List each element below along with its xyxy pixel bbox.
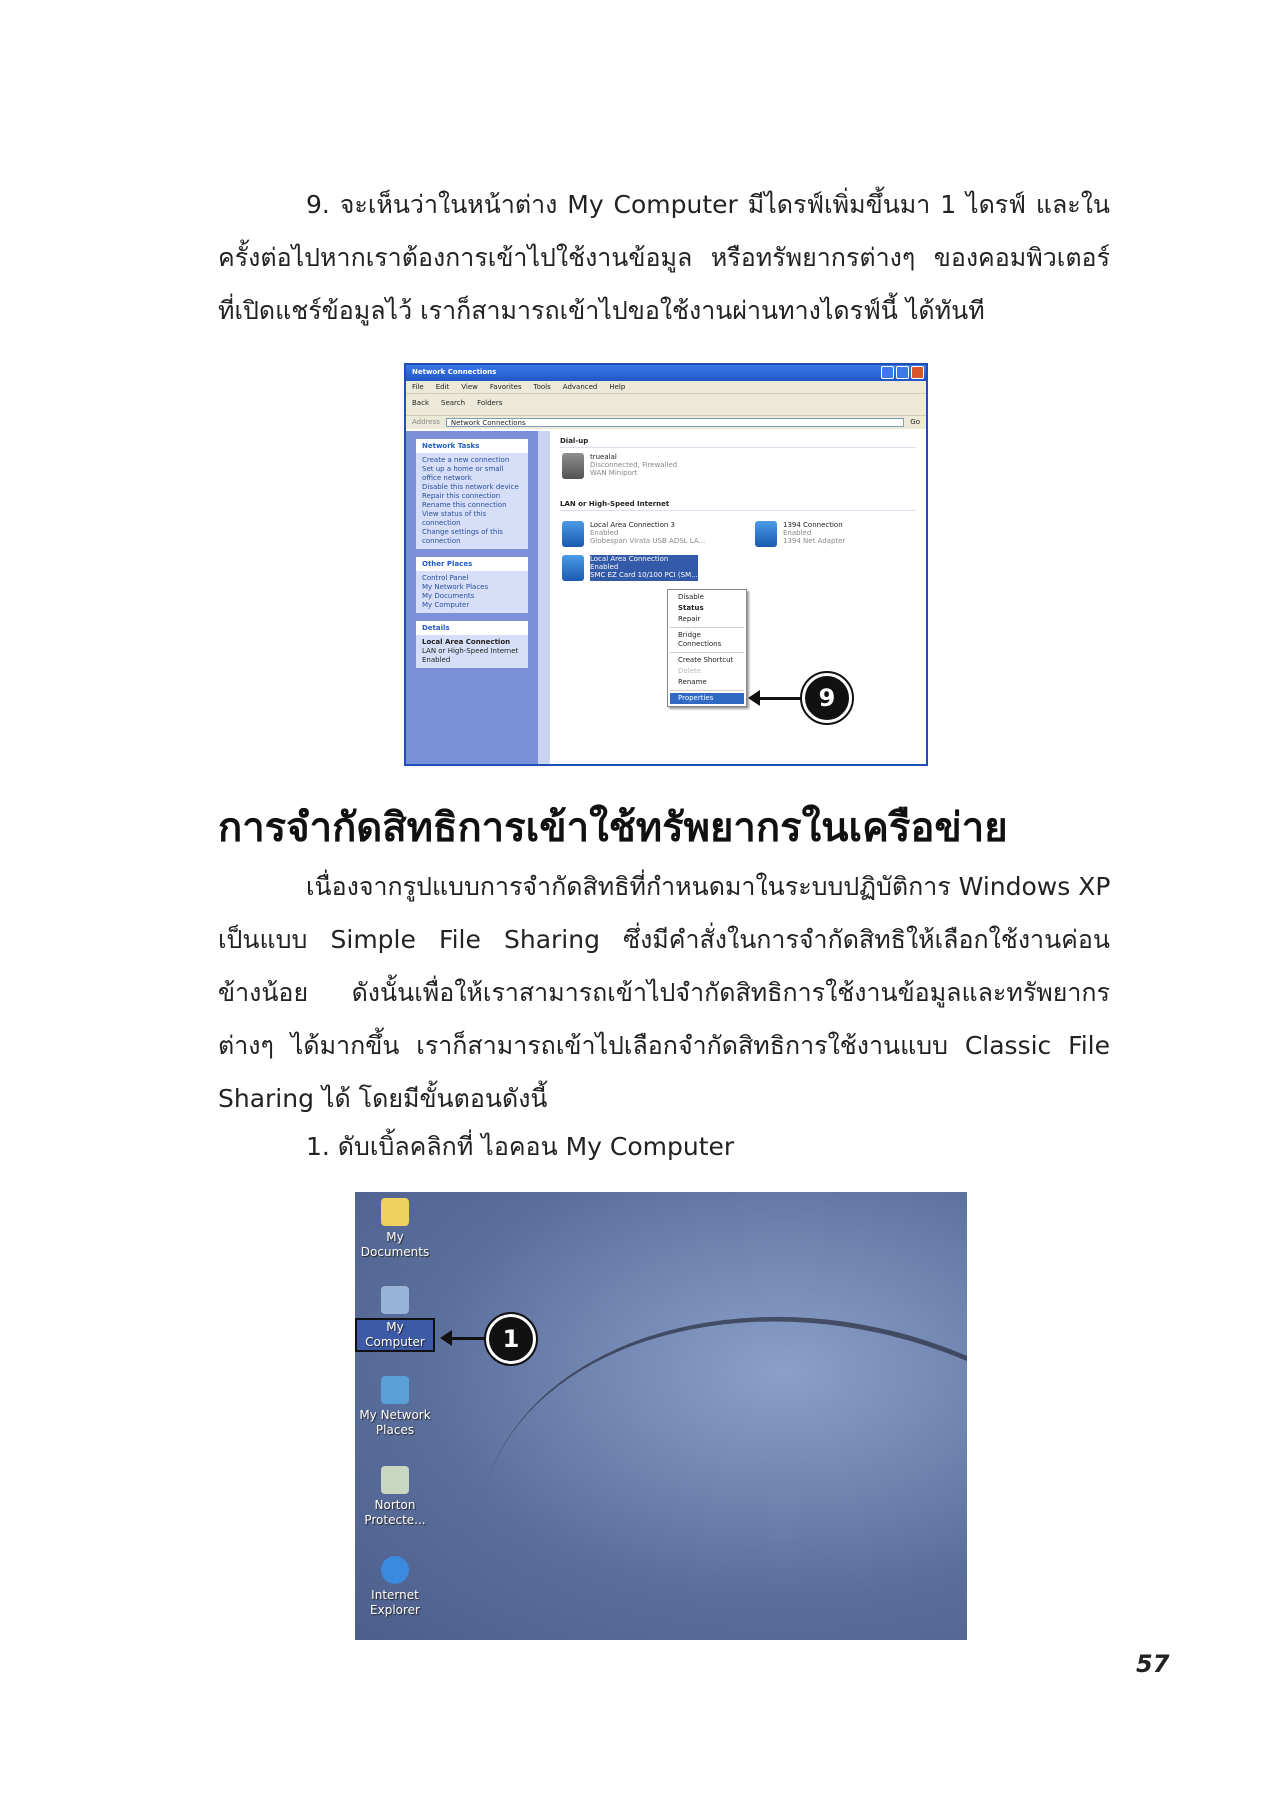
menu-view: View (461, 383, 478, 391)
pane-title: Details (416, 621, 528, 635)
ctx-rename: Rename (678, 678, 707, 686)
section-lan: LAN or High-Speed Internet (560, 498, 916, 511)
task-item: Rename this connection (422, 501, 507, 509)
task-item: Disable this network device (422, 483, 519, 491)
connection-item: truealal Disconnected, Firewalled WAN Miniport (562, 453, 677, 479)
address-label: Address (412, 418, 440, 426)
task-item: Set up a home or small office network (422, 465, 504, 482)
place-item: My Documents (422, 592, 475, 600)
ctx-repair: Repair (678, 615, 701, 623)
ie-icon (381, 1556, 409, 1584)
pane-title: Other Places (416, 557, 528, 571)
para-line: Sharing ได้ โดยมีขั้นตอนดังนี้ (218, 1084, 548, 1113)
back-button: Back (412, 399, 429, 407)
ctx-status: Status (678, 604, 704, 612)
intro-line: 9. จะเห็นว่าในหน้าต่าง My Computer มีไดรฟ์เพิ่มขึ้นมา 1 ไดรฟ์ และใน (306, 190, 1110, 219)
context-menu (667, 589, 747, 707)
task-item: Repair this connection (422, 492, 501, 500)
menu-tools: Tools (533, 383, 551, 391)
para-line: ต่างๆ ได้มากขึ้น เราก็สามารถเข้าไปเลือกจำกัดสิทธิการใช้งานแบบ Classic File (218, 1031, 1110, 1060)
menu-file: File (412, 383, 424, 391)
scrollbar (538, 431, 550, 764)
desktop-icon-my-computer: My Computer (355, 1286, 435, 1352)
menu-edit: Edit (435, 383, 450, 391)
connection-item: 1394 Connection Enabled 1394 Net Adapter (755, 521, 845, 547)
details-name: Local Area Connection (422, 638, 511, 646)
network-icon (755, 521, 777, 547)
task-item: Change settings of this connection (422, 528, 503, 545)
connection-item: Local Area Connection 3 Enabled Globespan Virata USB ADSL LA... (562, 521, 705, 547)
connections-list (550, 431, 926, 764)
minimize-icon (881, 366, 894, 379)
ctx-create-shortcut: Create Shortcut (678, 656, 734, 664)
pane-title: Network Tasks (416, 439, 528, 453)
section-dialup: Dial-up (560, 435, 916, 448)
place-item: Control Panel (422, 574, 469, 582)
intro-line: ครั้งต่อไปหากเราต้องการเข้าไปใช้งานข้อมูล หรือทรัพยากรต่างๆ ของคอมพิวเตอร์ (218, 243, 1110, 272)
search-button: Search (441, 399, 466, 407)
desktop-icon-my-documents: My Documents (355, 1198, 435, 1260)
computer-icon (381, 1286, 409, 1314)
window-title: Network Connections (412, 368, 497, 376)
callout-badge: 1 (486, 1314, 536, 1364)
callout-arrow (760, 697, 802, 700)
para-line: ข้างน้อย ดังนั้นเพื่อให้เราสามารถเข้าไปจำกัดสิทธิการใช้งานข้อมูลและทรัพยากร (218, 978, 1110, 1007)
desktop-icon-my-network-places: My Network Places (355, 1376, 435, 1438)
intro-line: ที่เปิดแชร์ข้อมูลไว้ เราก็สามารถเข้าไปขอใช้งานผ่านทางไดรฟ์นี้ ได้ทันที (218, 296, 985, 325)
para-line: เนื่องจากรูปแบบการจำกัดสิทธิที่กำหนดมาในระบบปฏิบัติการ Windows XP (306, 872, 1111, 901)
ctx-disable: Disable (678, 593, 704, 601)
network-icon (562, 555, 584, 581)
address-bar (406, 415, 926, 429)
menu-advanced: Advanced (562, 383, 598, 391)
folders-button: Folders (477, 399, 503, 407)
place-item: My Computer (422, 601, 470, 609)
ctx-properties: Properties (670, 693, 744, 704)
details-type: LAN or High-Speed Internet (422, 647, 519, 655)
desktop-icon-norton: Norton Protecte... (355, 1466, 435, 1528)
callout-badge: 9 (802, 673, 852, 723)
menu-favorites: Favorites (489, 383, 522, 391)
menu-help: Help (609, 383, 626, 391)
recycle-bin-icon (381, 1466, 409, 1494)
maximize-icon (896, 366, 909, 379)
desktop-screenshot (355, 1192, 967, 1640)
details-status: Enabled (422, 656, 451, 664)
close-icon (911, 366, 924, 379)
task-sidebar (406, 431, 538, 764)
callout-arrow (452, 1337, 490, 1340)
desktop-icon-internet-explorer: Internet Explorer (355, 1556, 435, 1618)
place-item: My Network Places (422, 583, 489, 591)
task-item: Create a new connection (422, 456, 510, 464)
go-button: Go (910, 418, 920, 426)
task-item: View status of this connection (422, 510, 487, 527)
section-heading: การจำกัดสิทธิการเข้าใช้ทรัพยากรในเครือข่าย (218, 805, 1008, 851)
network-icon (562, 521, 584, 547)
window-titlebar (406, 365, 926, 381)
page-number: 57 (1136, 1650, 1170, 1678)
network-places-icon (381, 1376, 409, 1404)
menu-bar (406, 381, 926, 393)
toolbar (406, 393, 926, 415)
para-line: เป็นแบบ Simple File Sharing ซึ่งมีคำสั่งในการจำกัดสิทธิให้เลือกใช้งานค่อน (218, 925, 1110, 954)
connection-item-selected: Local Area Connection Enabled SMC EZ Card 10/100 PCI (SM... (562, 555, 698, 581)
network-icon (562, 453, 584, 479)
address-field: Network Connections (446, 418, 904, 427)
step-1: 1. ดับเบิ้ลคลิกที่ ไอคอน My Computer (306, 1132, 735, 1161)
folder-icon (381, 1198, 409, 1226)
ctx-delete: Delete (678, 667, 701, 675)
ctx-bridge: Bridge Connections (678, 631, 722, 648)
